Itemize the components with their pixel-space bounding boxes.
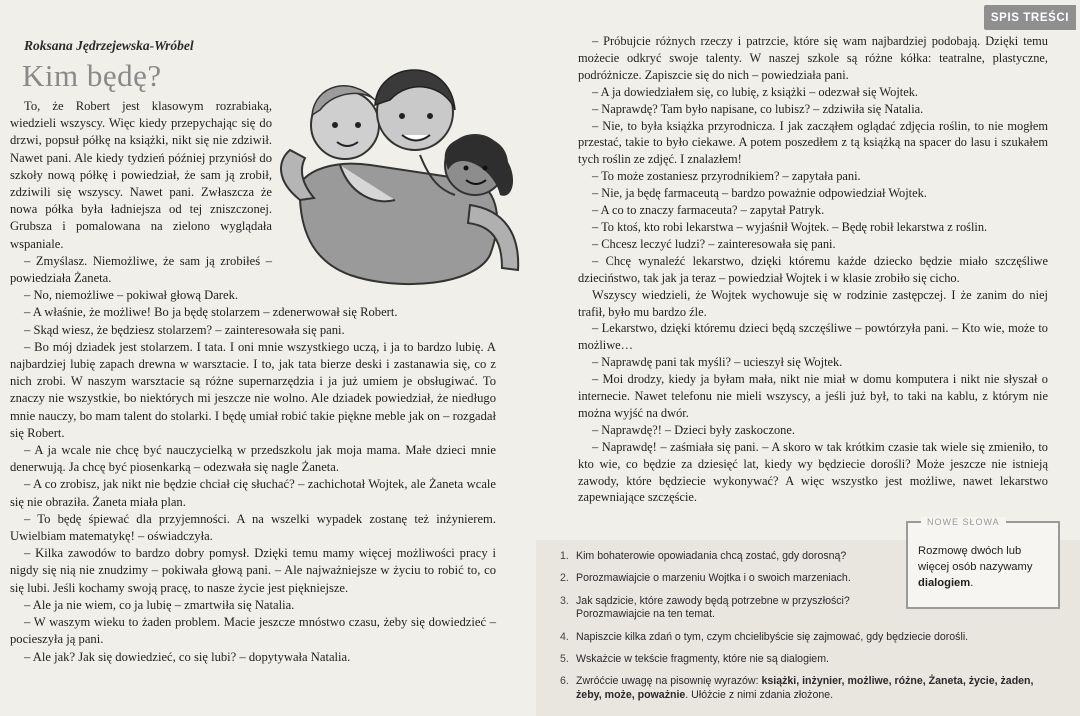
- paragraph: – A ja wcale nie chcę być nauczycielką w przedszkolu jak moja mama. Małe dzieci mnie denerwują. Ja chcę być piosenkarką – odezwała się nagle Żaneta.: [10, 443, 496, 475]
- paragraph: – W waszym wieku to żaden problem. Macie jeszcze mnóstwo czasu, żeby się dowiedzieć – pocieszyła ją pani.: [10, 615, 496, 647]
- task-text: Kim bohaterowie opowiadania chcą zostać, gdy dorosną?: [576, 550, 847, 562]
- spelling-keywords: książki, inżynier, możliwe, różne, Żaneta, życie, żaden, żeby, może, poważnie: [576, 675, 1034, 701]
- paragraph: – Chcę wynaleźć lekarstwo, dzięki któremu każde dziecko będzie miało szczęśliwe dzieciństwo, tak jak ja teraz – powiedział Wojtek i w klasie zrobiło się cicho.: [578, 253, 1048, 285]
- left-text-column: [10, 98, 496, 666]
- paragraph: – Ale jak? Jak się dowiedzieć, co się lubi? – dopytywała Natalia.: [24, 649, 351, 664]
- table-of-contents-badge[interactable]: SPIS TREŚCI: [984, 5, 1076, 30]
- task-item: [560, 550, 890, 563]
- paragraph: – To może zostaniesz przyrodnikiem? – zapytała pani.: [592, 169, 861, 184]
- paragraph: – Skąd wiesz, że będziesz stolarzem? – zainteresowała się pani.: [24, 322, 345, 337]
- paragraph: – To ktoś, kto robi lekarstwa – wyjaśnił Wojtek. – Będę robił lekarstwa z roślin.: [592, 219, 988, 234]
- task-text: Wskażcie w tekście fragmenty, które nie są dialogiem.: [576, 653, 829, 666]
- paragraph: – Nie, to była książka przyrodnicza. I jak zacząłem oglądać zdjęcia roślin, to nie mogłem przestać, takie to było ciekawe. A potem poszedłem z tą książką na spacer do lasu i szukałem tych roślin ze zdjęć. I znalazłem!: [578, 118, 1048, 167]
- task-number: 3.: [560, 594, 569, 607]
- paragraph: – A co to znaczy farmaceuta? – zapytał Patryk.: [592, 203, 825, 218]
- paragraph: – A co zrobisz, jak nikt nie będzie chciał cię słuchać? – zachichotał Wojtek, ale Żaneta wcale się nie obraziła. Żaneta miała plan.: [10, 477, 496, 509]
- story-title: Kim będę?: [22, 58, 162, 93]
- new-words-definition: [918, 543, 1053, 591]
- task-item: [560, 675, 1060, 702]
- paragraph: – Zmyślasz. Niemożliwe, że sam ją zrobiłeś – powiedziała Żaneta.: [10, 253, 272, 286]
- paragraph: – Bo mój dziadek jest stolarzem. I tata. I oni mnie wszystkiego uczą, i ja to bardzo lubię. A najbardziej lubię zapach drewna w warsztacie. I to, jak tata bierze deski i zastanawia się, co z nich zrobi. W naszym warsztacie są różne supernarzędzia i ja już umiem je obsługiwać. To znaczy nie wszystkie, bo niektórych mi jeszcze nie wolno. Ale dziadek powiedział, że niedługo mnie nauczy, bo mam talent do stolarki. I będę umiał robić takie piękne meble jak on – rozgadał się Robert.: [10, 339, 496, 440]
- paragraph: – A właśnie, że możliwe! Bo ja będę stolarzem – zdenerwował się Robert.: [24, 305, 398, 320]
- task-item: [560, 631, 1060, 644]
- task-number: 1.: [560, 550, 569, 562]
- paragraph: – Nie, ja będę farmaceutą – bardzo poważnie odpowiedział Wojtek.: [592, 186, 927, 201]
- task-item: [560, 653, 1060, 666]
- task-text-part: Zwróćcie uwagę na pisownię wyrazów:: [576, 675, 762, 688]
- paragraph: – Moi drodzy, kiedy ja byłam mała, nikt nie miał w domu komputera i nikt nie słyszał o internecie. Nawet telefonu nie mieli wszyscy, a jeśli już był, to taki na kablu, z którym nie można wyjść na dwór.: [578, 372, 1048, 420]
- definition-text: Rozmowę dwóch lub więcej osób nazywamy: [918, 545, 1033, 573]
- paragraph: – Naprawdę? Tam było napisane, co lubisz? – zdziwiła się Natalia.: [592, 101, 924, 116]
- definition-keyword: dialogiem: [918, 577, 971, 589]
- task-item: [560, 595, 890, 622]
- task-text: Jak sądzicie, które zawody będą potrzebne w przyszłości? Porozmawiajcie na ten temat.: [576, 594, 850, 621]
- paragraph: To, że Robert jest klasowym rozrabiaką, wiedzieli wszyscy. Więc kiedy przepychając się do drzwi, popsuł półkę na książki, nikt się nie zdziwił. Nawet pani. Ale kiedy tydzień później przyniósł do szkoły nową półkę i powiedział, że sam ją zrobił, zdziwili się wszyscy. Nawet pani. Zwłaszcza że nowa półka była ładniejsza od tej zniszczonej. Grubsza i pomalowana na zielono wyglądała wspaniale.: [10, 99, 272, 251]
- paragraph: – Lekarstwo, dzięki któremu dzieci będą szczęśliwe – powtórzyła pani. – Kto wie, może to możliwe…: [578, 321, 1048, 353]
- task-number: 4.: [560, 630, 569, 643]
- task-text: Napiszcie kilka zdań o tym, czym chcielibyście się zajmować, gdy będziecie dorośli.: [576, 630, 969, 643]
- definition-text-end: .: [970, 577, 974, 589]
- task-text-part: . Ułóżcie z nimi zdania złożone.: [685, 688, 834, 701]
- paragraph: – Naprawdę?! – Dzieci były zaskoczone.: [592, 422, 795, 437]
- author-name: Roksana Jędrzejewska-Wróbel: [24, 38, 194, 53]
- paragraph: – Kilka zawodów to bardzo dobry pomysł. Dzięki temu mamy więcej możliwości pracy i nigdy się nią nie znudzimy – pokiwała głową pani. – Ale najważniejsze w życiu to robić to, co się lubi. Jeśli kochamy swoją pracę, to nasze życie jest piękniejsze.: [10, 546, 496, 595]
- narrow-text-block: [10, 98, 272, 287]
- paragraph: – Naprawdę! – zaśmiała się pani. – A skoro w tak krótkim czasie tak wiele się zmieniło, to kto wie, co będzie za dziesięć lat, kiedy wy będziecie dorośli? Może jeszcze nie istnieją zawody, które będziecie wykonywać? A więc wszystko jest możliwe, nawet lekarstwo zapewniające szczęście.: [578, 439, 1048, 505]
- paragraph: – A ja dowiedziałem się, co lubię, z książki – odezwał się Wojtek.: [592, 84, 919, 99]
- task-number: 2.: [560, 572, 569, 585]
- new-words-label: NOWE SŁOWA: [921, 517, 1006, 527]
- paragraph: – Naprawdę pani tak myśli? – ucieszył się Wojtek.: [592, 355, 843, 370]
- paragraph: – Ale ja nie wiem, co ja lubię – zmartwiła się Natalia.: [24, 597, 295, 612]
- paragraph: – Próbujcie różnych rzeczy i patrzcie, które się wam najbardziej podobają. Dzięki temu możecie odkryć swoje talenty. W naszej szkole są różne kółka: teatralne, plastyczne, podróżnicze. Zapiszcie się do nich – powiedziała pani.: [578, 34, 1048, 82]
- task-number: 5.: [560, 653, 569, 666]
- paragraph: Wszyscy wiedzieli, że Wojtek wychowuje się w rodzinie zastępczej. I że zanim do niej trafił, było mu bardzo źle.: [578, 287, 1048, 319]
- task-text: [576, 675, 1060, 702]
- task-number: 6.: [560, 675, 569, 688]
- paragraph: – Chcesz leczyć ludzi? – zainteresowała się pani.: [592, 236, 836, 251]
- right-text-column: [578, 33, 1048, 506]
- task-item: [560, 572, 890, 585]
- paragraph: – No, niemożliwe – pokiwał głową Darek.: [24, 288, 239, 303]
- task-text: Porozmawiajcie o marzeniu Wojtka i o swoich marzeniach.: [576, 572, 851, 585]
- paragraph: – To będę śpiewać dla przyjemności. A na wszelki wypadek zostanę też inżynierem. Uwielbiam matematykę! – oświadczyła.: [10, 511, 496, 544]
